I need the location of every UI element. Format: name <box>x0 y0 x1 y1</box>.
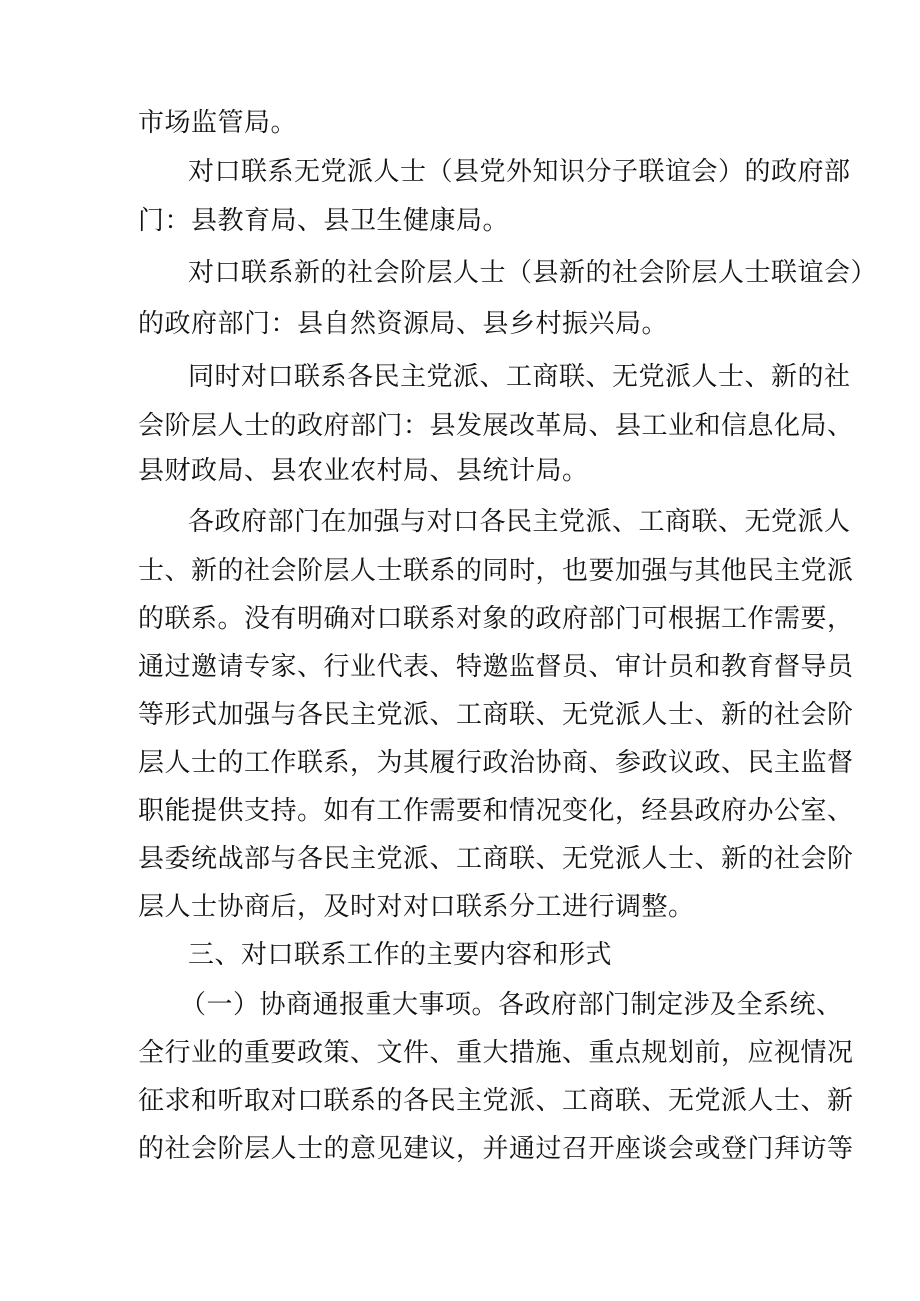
text-line: 职能提供支持。如有工作需要和情况变化，经县政府办公室、 <box>138 796 854 826</box>
text-line: 层人士协商后，及时对对口联系分工进行调整。 <box>138 892 695 922</box>
paragraph-line: （一）协商通报重大事项。各政府部门制定涉及全系统、 <box>180 990 843 1020</box>
paragraph-line: 同时对口联系各民主党派、工商联、无党派人士、新的社 <box>188 362 851 392</box>
paragraph-line: 各政府部门在加强与对口各民主党派、工商联、无党派人 <box>188 507 851 537</box>
text-line: 会阶层人士的政府部门：县发展改革局、县工业和信息化局、 <box>138 411 854 441</box>
text-line: 层人士的工作联系，为其履行政治协商、参政议政、民主监督 <box>138 748 854 778</box>
text-line: 士、新的社会阶层人士联系的同时，也要加强与其他民主党派 <box>138 556 854 586</box>
text-line: 的联系。没有明确对口联系对象的政府部门可根据工作需要， <box>138 604 854 634</box>
section-heading: 三、对口联系工作的主要内容和形式 <box>188 940 613 970</box>
text-line: 征求和听取对口联系的各民主党派、工商联、无党派人士、新 <box>138 1086 854 1116</box>
text-line: 全行业的重要政策、文件、重大措施、重点规划前，应视情况 <box>138 1038 854 1068</box>
text-line: 市场监管局。 <box>138 108 298 138</box>
text-line: 门：县教育局、县卫生健康局。 <box>138 206 510 236</box>
paragraph-line: 对口联系新的社会阶层人士（县新的社会阶层人士联谊会） <box>188 258 878 288</box>
text-line: 等形式加强与各民主党派、工商联、无党派人士、新的社会阶 <box>138 700 854 730</box>
text-line: 县财政局、县农业农村局、县统计局。 <box>138 456 589 486</box>
text-line: 的政府部门：县自然资源局、县乡村振兴局。 <box>138 309 669 339</box>
text-line: 的社会阶层人士的意见建议，并通过召开座谈会或登门拜访等 <box>138 1134 854 1164</box>
text-line: 通过邀请专家、行业代表、特邀监督员、审计员和教育督导员 <box>138 652 854 682</box>
text-line: 县委统战部与各民主党派、工商联、无党派人士、新的社会阶 <box>138 844 854 874</box>
paragraph-line: 对口联系无党派人士（县党外知识分子联谊会）的政府部 <box>188 157 851 187</box>
